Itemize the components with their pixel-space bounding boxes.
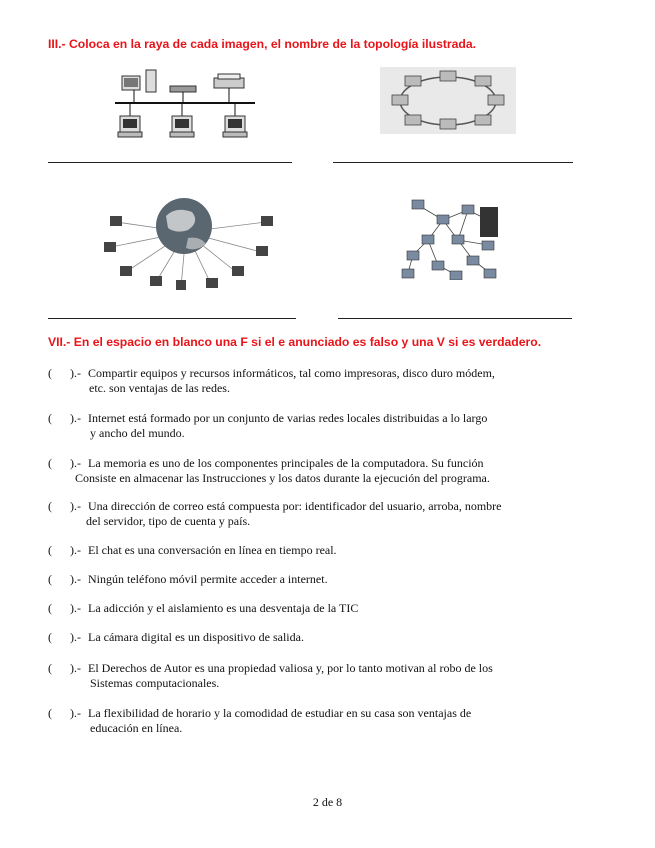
answer-line-1[interactable]	[48, 162, 292, 163]
answer-blank[interactable]: ( ).-	[48, 601, 81, 615]
statement-text: Compartir equipos y recursos informáticos, tal como impresoras, disco duro módem,	[88, 366, 495, 380]
answer-blank[interactable]: ( ).-	[48, 456, 81, 470]
statement-text-cont: Sistemas computacionales.	[90, 676, 220, 690]
statement-text: La flexibilidad de horario y la comodidad de estudiar en su casa son ventajas de	[88, 706, 472, 720]
section-7-heading: VII.- En el espacio en blanco una F si el e anunciado es falso y una V si es verdadero.	[48, 335, 542, 349]
answer-line-2[interactable]	[333, 162, 573, 163]
answer-blank[interactable]: ( ).-	[48, 706, 81, 720]
statement-text-cont: etc. son ventajas de las redes.	[89, 381, 230, 395]
answer-blank[interactable]: ( ).-	[48, 572, 81, 586]
section-3-heading: III.- Coloca en la raya de cada imagen, el nombre de la topología ilustrada.	[48, 37, 477, 51]
ring-topology-image	[380, 67, 516, 134]
statement-text: La memoria es uno de los componentes principales de la computadora. Su función	[88, 456, 484, 470]
answer-line-3[interactable]	[48, 318, 296, 319]
answer-blank[interactable]: ( ).-	[48, 366, 81, 380]
statement-text-cont: educación en línea.	[90, 721, 183, 735]
statement-text: La cámara digital es un dispositivo de salida.	[88, 630, 304, 644]
globe-network-image	[96, 192, 281, 292]
statement-text: Ningún teléfono móvil permite acceder a internet.	[88, 572, 328, 586]
statement-text: Una dirección de correo está compuesta por: identificador del usuario, arroba, nombre	[88, 499, 502, 513]
answer-blank[interactable]: ( ).-	[48, 661, 81, 675]
bus-topology-image	[110, 68, 260, 143]
answer-blank[interactable]: ( ).-	[48, 411, 81, 425]
answer-blank[interactable]: ( ).-	[48, 630, 81, 644]
statement-text-cont: del servidor, tipo de cuenta y país.	[86, 514, 251, 528]
answer-line-4[interactable]	[338, 318, 572, 319]
statement-text: Internet está formado por un conjunto de varias redes locales distribuidas a lo largo	[88, 411, 488, 425]
statement-text: El chat es una conversación en línea en tiempo real.	[88, 543, 337, 557]
page-number: 2 de 8	[312, 795, 343, 809]
statement-text-cont: Consiste en almacenar las Instrucciones y los datos durante la ejecución del programa.	[75, 471, 490, 485]
statement-text: La adicción y el aislamiento es una desventaja de la TIC	[88, 601, 359, 615]
mesh-network-image	[398, 195, 500, 280]
statement-text: El Derechos de Autor es una propiedad valiosa y, por lo tanto motivan al robo de los	[88, 661, 493, 675]
statement-text-cont: y ancho del mundo.	[90, 426, 185, 440]
answer-blank[interactable]: ( ).-	[48, 499, 81, 513]
answer-blank[interactable]: ( ).-	[48, 543, 81, 557]
